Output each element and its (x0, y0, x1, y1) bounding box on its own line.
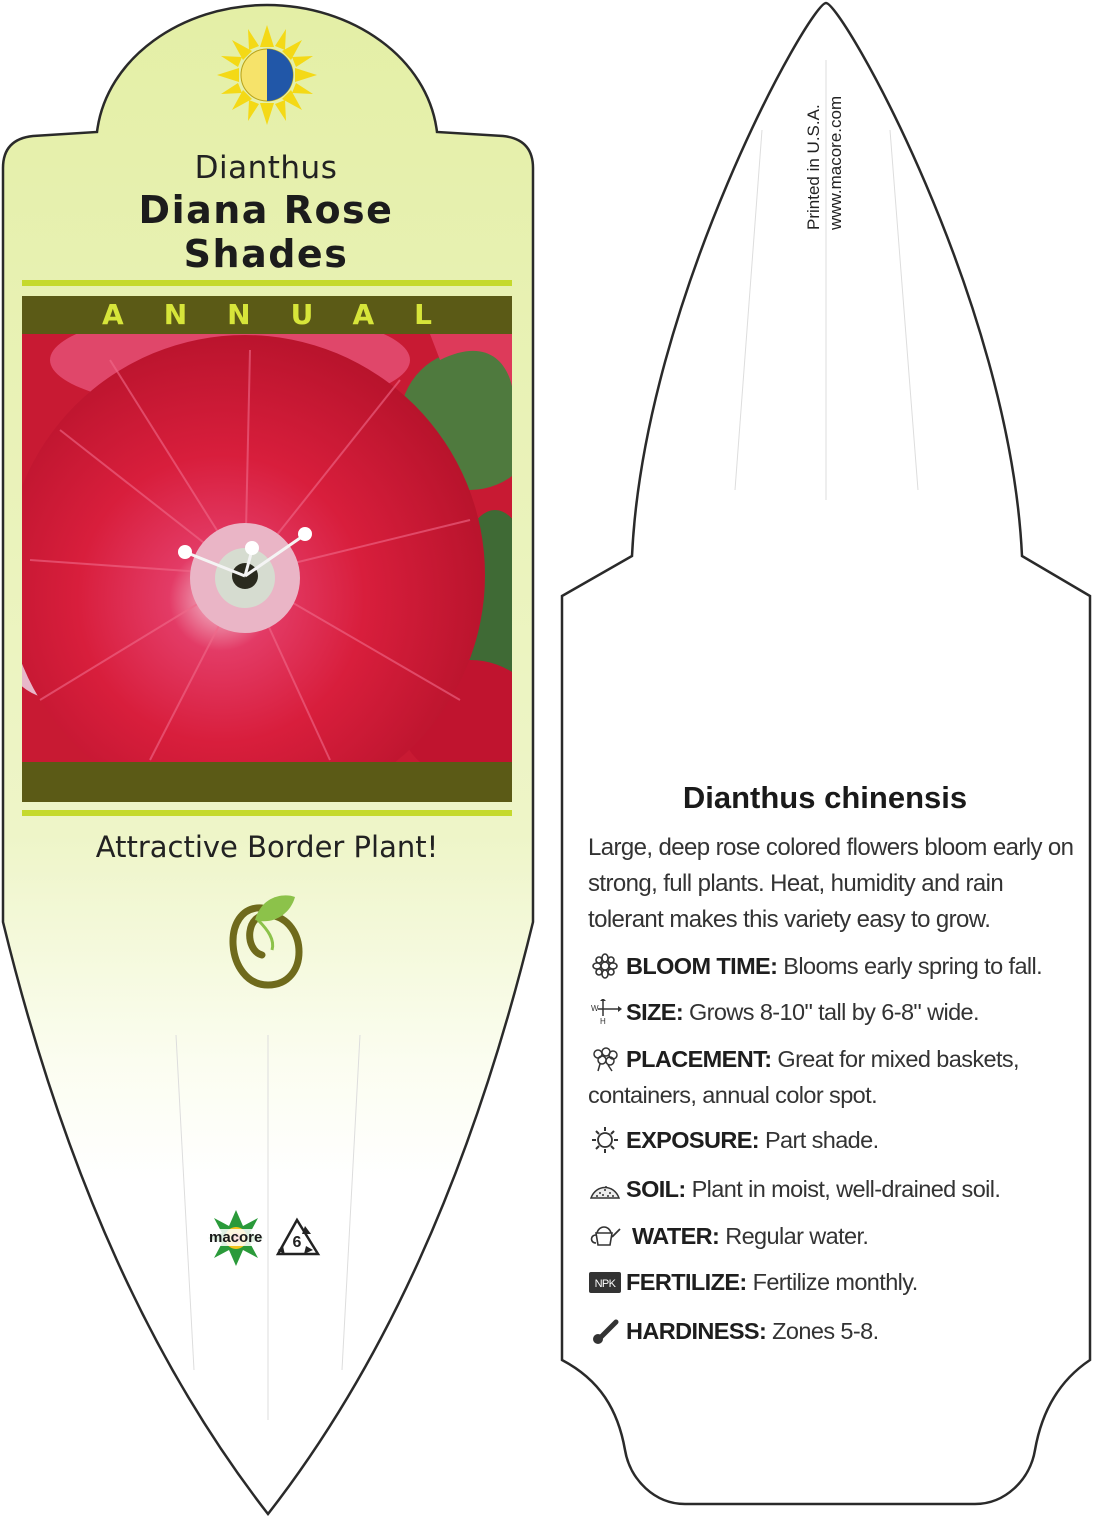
attribute-placement (588, 1041, 1078, 1113)
size-icon (588, 999, 622, 1025)
variety-name (80, 188, 452, 276)
water-value: Regular water. (725, 1223, 869, 1249)
bloom-time-label: BLOOM TIME: (626, 953, 778, 979)
attribute-hardiness (588, 1313, 1078, 1349)
attribute-water (588, 1218, 1078, 1254)
hardiness-label: HARDINESS: (626, 1318, 767, 1344)
hardiness-value: Zones 5-8. (772, 1318, 879, 1344)
soil-icon (588, 1176, 622, 1202)
attribute-size (588, 994, 1078, 1030)
placement-label: PLACEMENT: (626, 1046, 772, 1072)
tagline: Attractive Border Plant! (95, 830, 439, 864)
bloom-time-value: Blooms early spring to fall. (783, 953, 1043, 979)
attribute-exposure (588, 1122, 1078, 1158)
flower-photo (0, 310, 540, 815)
website: www.macore.com (826, 95, 845, 230)
exposure-label: EXPOSURE: (626, 1127, 760, 1153)
size-value: Grows 8-10" tall by 6-8" wide. (689, 999, 979, 1025)
part-shade-sun-icon (217, 25, 317, 125)
recycle-code: 6 (292, 1234, 302, 1251)
variety-line-2: Shades (183, 232, 349, 276)
soil-value: Plant in moist, well-drained soil. (691, 1176, 1001, 1202)
fertilize-value: Fertilize monthly. (752, 1269, 918, 1295)
lime-divider-top (22, 280, 512, 286)
sun-icon (588, 1127, 622, 1153)
attribute-bloom-time (588, 948, 1078, 984)
npk-icon (588, 1269, 622, 1295)
placement-icon (588, 1046, 622, 1072)
watering-can-icon (588, 1223, 622, 1249)
thermometer-icon (588, 1318, 622, 1344)
category-label: ANNUAL (102, 298, 472, 331)
variety-line-1: Diana Rose (138, 188, 394, 232)
size-icon-h: H (600, 1017, 606, 1025)
water-label: WATER: (631, 1223, 720, 1249)
placement-value: Great for mixed baskets, containers, annual color spot. (588, 1046, 1019, 1108)
printed-info (804, 70, 845, 230)
soil-label: SOIL: (626, 1176, 686, 1202)
genus-name: Dianthus (194, 150, 338, 186)
attribute-fertilize (588, 1264, 1078, 1300)
description: Large, deep rose colored flowers bloom early on strong, full plants. Heat, humidity and rain tolerant makes this variety easy to grow. (588, 834, 1074, 933)
size-icon-w: W (591, 1004, 598, 1013)
printed-in: Printed in U.S.A. (804, 104, 823, 230)
attribute-soil (588, 1171, 1078, 1207)
fertilize-label: FERTILIZE: (626, 1269, 747, 1295)
flower-icon (588, 953, 622, 979)
lime-divider-bottom (22, 810, 512, 816)
exposure-value: Part shade. (764, 1127, 879, 1153)
bottom-band (22, 762, 512, 802)
brand-name: macore (209, 1229, 263, 1246)
npk-text: NPK (594, 1278, 616, 1290)
size-label: SIZE: (626, 999, 684, 1025)
species-name: Dianthus chinensis (682, 780, 968, 815)
